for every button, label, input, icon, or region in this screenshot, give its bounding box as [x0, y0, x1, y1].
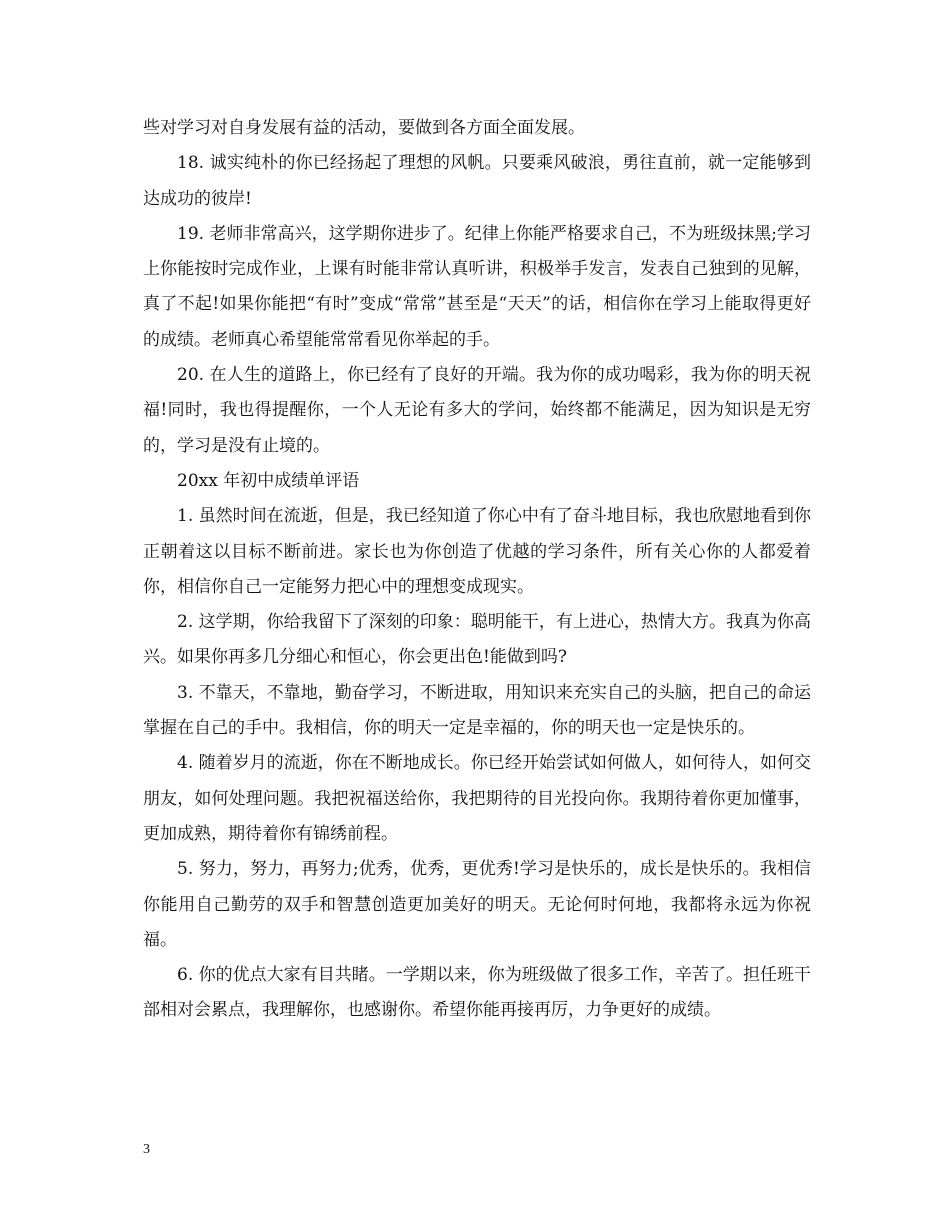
paragraph-item-18: 18. 诚实纯朴的你已经扬起了理想的风帆。只要乘风破浪，勇往直前，就一定能够到达成功的彼岸!: [143, 153, 811, 209]
paragraph-item-19: 19. 老师非常高兴，这学期你进步了。纪律上你能严格要求自己，不为班级抹黑;学习上你能按时完成作业，上课有时能非常认真听讲，积极举手发言，发表自己独到的见解，真了不起!如果你能把“有时”变成“常常”甚至是“天天”的话，相信你在学习上能取得更好的成绩。老师真心希望能常常看见你举起的手。: [143, 223, 811, 350]
paragraph-item-2: 2. 这学期，你给我留下了深刻的印象：聪明能干，有上进心，热情大方。我真为你高兴。如果你再多几分细心和恒心，你会更出色!能做到吗?: [143, 612, 811, 668]
paragraph-item-4: 4. 随着岁月的流逝，你在不断地成长。你已经开始尝试如何做人，如何待人，如何交朋友，如何处理问题。我把祝福送给你，我把期待的目光投向你。我期待着你更加懂事，更加成熟，期待着你有锦绣前程。: [143, 753, 811, 844]
page-number: 3: [143, 1142, 150, 1157]
paragraph-item-20: 20. 在人生的道路上，你已经有了良好的开端。我为你的成功喝彩，我为你的明天祝福!同时，我也得提醒你，一个人无论有多大的学问，始终都不能满足，因为知识是无穷的，学习是没有止境的。: [143, 365, 811, 456]
paragraph-item-3: 3. 不靠天，不靠地，勤奋学习，不断进取，用知识来充实自己的头脑，把自己的命运掌握在自己的手中。我相信，你的明天一定是幸福的，你的明天也一定是快乐的。: [143, 682, 811, 739]
paragraph-item-1: 1. 虽然时间在流逝，但是，我已经知道了你心中有了奋斗地目标，我也欣慰地看到你正朝着这以目标不断前进。家长也为你创造了优越的学习条件，所有关心你的人都爱着你，相信你自己一定能努力把心中的理想变成现实。: [143, 506, 811, 597]
section-heading: 20xx 年初中成绩单评语: [177, 470, 360, 491]
paragraph-continuation: 些对学习对自身发展有益的活动，要做到各方面全面发展。: [143, 118, 585, 138]
paragraph-item-6: 6. 你的优点大家有目共睹。一学期以来，你为班级做了很多工作，辛苦了。担任班干部相对会累点，我理解你，也感谢你。希望你能再接再厉，力争更好的成绩。: [143, 965, 811, 1021]
document-body: [143, 111, 811, 1029]
paragraph-item-5: 5. 努力，努力，再努力;优秀，优秀，更优秀!学习是快乐的，成长是快乐的。我相信你能用自己勤劳的双手和智慧创造更加美好的明天。无论何时何地，我都将永远为你祝福。: [143, 859, 811, 950]
